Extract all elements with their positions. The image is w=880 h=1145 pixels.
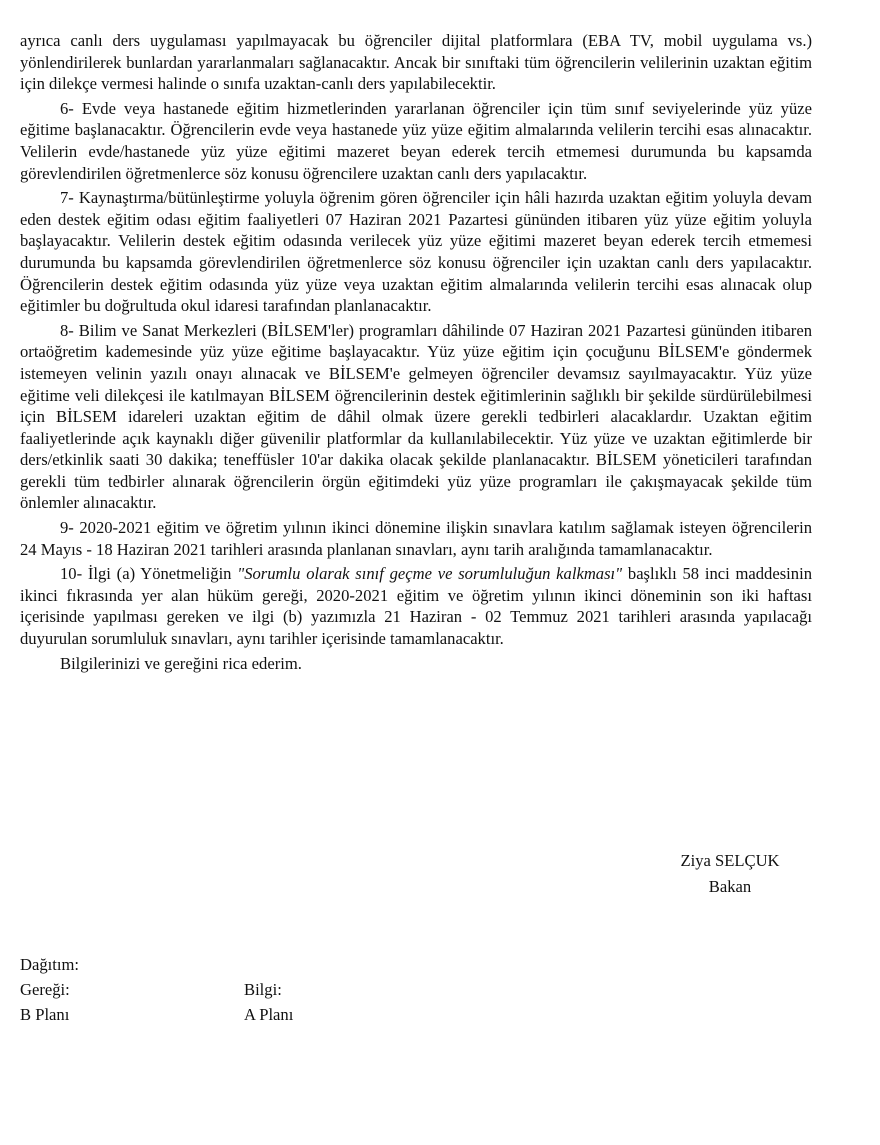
signatory-title: Bakan [708, 877, 752, 896]
signature-block [650, 848, 810, 900]
gereg-label: Gereği: [20, 980, 70, 999]
distribution-block [20, 952, 293, 1027]
paragraph-10-italic-title: "Sorumlu olarak sınıf geçme ve sorumluluğun kalkması" [237, 564, 623, 584]
distribution-values-row [20, 1002, 293, 1027]
paragraph-7: 7- Kaynaştırma/bütünleştirme yoluyla öğrenim gören öğrenciler için hâli hazırda uzaktan eğitim yoluyla devam eden destek eğitim odası eğitim faaliyetleri 07 Haziran 2021 Pazartesi gününden itibaren yüz yüze eğitim yoluyla başlayacaktır. Velilerin destek eğitim odasında verilecek yüz yüze eğitimi mazeret beyan ederek tercih etmemesi durumunda bu kapsamda görevlendirilen öğretmenlerce söz konusu öğrenciler için uzaktan canlı ders yapılacaktır. Öğrencilerin destek eğitim odasında yüz yüze veya uzaktan eğitim almalarında velilerin tercihi esas alınacak olup eğitimler bu doğrultuda okul idaresi tarafından planlanacaktır. [20, 188, 812, 316]
closing-sentence: Bilgilerinizi ve gereğini rica ederim. [60, 653, 302, 673]
paragraph-5-continuation: ayrıca canlı ders uygulaması yapılmayacak bu öğrenciler dijital platformlara (EBA TV, mobil uygulama vs.) yönlendirilerek bunlardan yararlanmaları sağlanacaktır. Ancak bir sınıftaki tüm öğrencilerin velilerinin uzaktan eğitim için dilekçe vermesi halinde o sınıfa uzaktan-canlı ders yapılabilecektir. [20, 31, 812, 94]
paragraph-10-before: 10- İlgi (a) Yönetmeliğin [60, 564, 238, 584]
paragraph-8: 8- Bilim ve Sanat Merkezleri (BİLSEM'ler) programları dâhilinde 07 Haziran 2021 Pazartesi gününden itibaren ortaöğretim kademesinde yüz yüze eğitime başlayacaktır. Yüz yüze eğitim için çocuğunu BİLSEM'e göndermek istemeyen velinin yazılı onayı alınacak ve BİLSEM'e gelmeyen öğrenciler devamsız sayılmayacaktır. Yüz yüze eğitime veli dilekçesi ile katılmayan BİLSEM öğrencilerinin destek eğitimlerinin sağlıklı bir şekilde sürdürülebilmesi için BİLSEM idareleri uzaktan eğitim de dâhil olmak üzere gerekli tedbirleri alacaklardır. Uzaktan eğitim faaliyetlerinde açık kaynaklı diğer güvenilir platformlar da kullanılabilecektir. Yüz yüze ve uzaktan eğitimlerde bir ders/etkinlik saati 30 dakika; teneffüsler 10'ar dakika olacak şekilde planlanacaktır. BİLSEM yöneticileri tarafından gerekli tüm tedbirler alınarak öğrencilerin örgün eğitimdeki yüz yüze programları ile çakışmayacak şekilde tüm önlemler alınacaktır. [20, 320, 812, 513]
bilgi-label: Bilgi: [244, 980, 282, 999]
paragraph-10-after: başlıklı 58 inci maddesinin ikinci fıkrasında yer alan hüküm gereği, 2020-2021 eğitim ve öğretim yılının ikinci döneminin son iki haftası içerisinde yapılması gereken ve ilgi (b) yazımızla 21 Haziran - 02 Temmuz 2021 tarihleri arasında yapılacağı duyurulan sorumluluk sınavları, aynı tarihler içerisinde tamamlanacaktır. [20, 564, 812, 649]
bilgi-value: A Planı [244, 1005, 294, 1024]
gereg-value: B Planı [20, 1005, 70, 1024]
paragraph-10 [20, 563, 812, 649]
document-body [20, 30, 812, 677]
distribution-labels-row [20, 977, 293, 1002]
distribution-heading: Dağıtım: [20, 955, 79, 974]
signatory-name: Ziya SELÇUK [680, 851, 780, 870]
paragraph-9: 9- 2020-2021 eğitim ve öğretim yılının ikinci dönemine ilişkin sınavlara katılım sağlamak isteyen öğrencilerin 24 Mayıs - 18 Haziran 2021 tarihleri arasında planlanan sınavları, aynı tarih aralığında tamamlanacaktır. [20, 518, 812, 559]
paragraph-6: 6- Evde veya hastanede eğitim hizmetlerinden yararlanan öğrenciler için tüm sınıf seviyelerinde yüz yüze eğitime başlanacaktır. Öğrencilerin evde veya hastanede yüz yüze eğitim almalarında velilerin tercihi esas alınacaktır. Velilerin evde/hastanede yüz yüze eğitimi mazeret beyan ederek tercih etmemesi durumunda bu kapsamda görevlendirilen öğretmenlerce söz konusu öğrencilere uzaktan canlı ders yapılacaktır. [20, 98, 812, 183]
